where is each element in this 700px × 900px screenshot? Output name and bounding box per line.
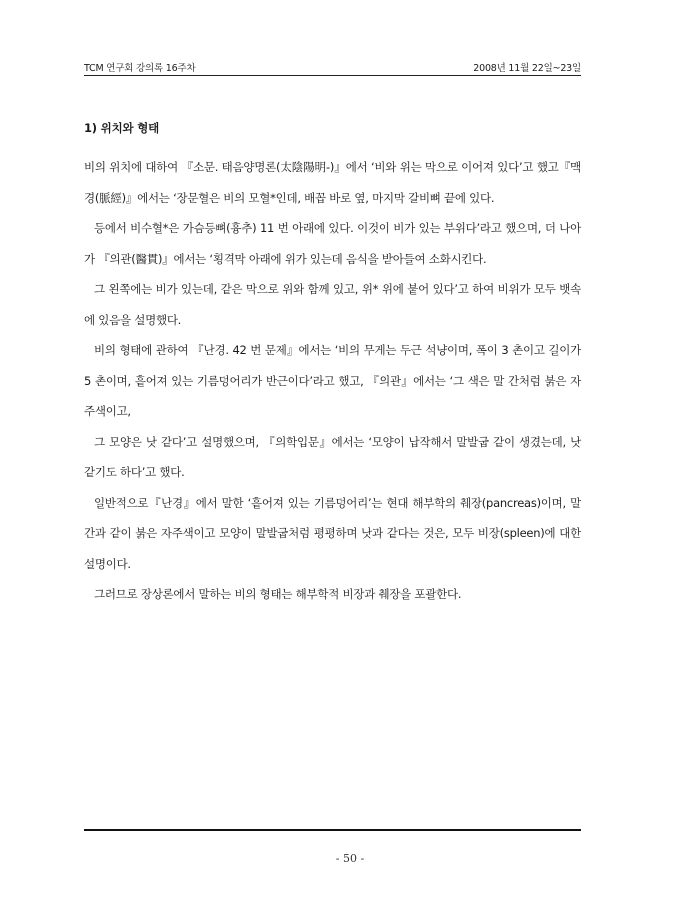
paragraph-location-intro: 비의 위치에 대하여 『소문. 태음양명론(太陰陽明-)』에서 ‘비와 위는 막으로 이어져 있다’고 했고『맥경(脈經)』에서는 ‘장문혈은 비의 모혈*인데, 배꼽 바로 옆, 마지막 갈비뼈 끝에 있다. [84, 160, 581, 205]
paragraph-shape-sickle: 그 모양은 낫 같다’고 설명했으며, 『의학입문』에서는 ‘모양이 납작해서 말발굽 같이 생겼는데, 낫 같기도 하다’고 했다. [84, 434, 581, 479]
body-text [84, 152, 581, 610]
page-header [84, 60, 581, 74]
page-number: - 50 - [335, 852, 365, 865]
paragraph-shape-nanjing: 비의 형태에 관하여 『난경. 42 번 문제』에서는 ‘비의 무게는 두근 석냥이며, 폭이 3 촌이고 길이가 5 촌이며, 흩어져 있는 기름덩어리가 반근이다’라고 했고, 『의관』에서는 ‘그 색은 말 간처럼 붉은 자주색이고, [84, 343, 581, 418]
footer-divider [84, 829, 581, 831]
header-course-title: TCM 연구회 강의록 16주차 [84, 63, 196, 74]
header-divider [84, 75, 581, 76]
paragraph-location-left: 그 왼쪽에는 비가 있는데, 같은 막으로 위와 함께 있고, 위* 위에 붙어 있다’고 하여 비위가 모두 뱃속에 있음을 설명했다. [84, 282, 581, 327]
paragraph-modern-anatomy: 일반적으로『난경』에서 말한 ‘흩어져 있는 기름덩어리’는 현대 해부학의 췌장(pancreas)이며, 말 간과 같이 붉은 자주색이고 모양이 말발굽처럼 평평하며 낫과 같다는 것은, 모두 비장(spleen)에 대한 설명이다. [84, 495, 581, 571]
header-date: 2008년 11월 22일~23일 [473, 63, 581, 74]
section-title: 1) 위치와 형태 [84, 121, 160, 135]
paragraph-conclusion: 그러므로 장상론에서 말하는 비의 형태는 해부학적 비장과 췌장을 포괄한다. [94, 587, 462, 601]
paragraph-location-back: 등에서 비수혈*은 가슴등뼈(흉추) 11 번 아래에 있다. 이것이 비가 있는 부위다’라고 했으며, 더 나아가 『의관(醫貫)』에서는 ‘횡격막 아래에 위가 있는데 음식을 받아들여 소화시킨다. [84, 221, 581, 266]
